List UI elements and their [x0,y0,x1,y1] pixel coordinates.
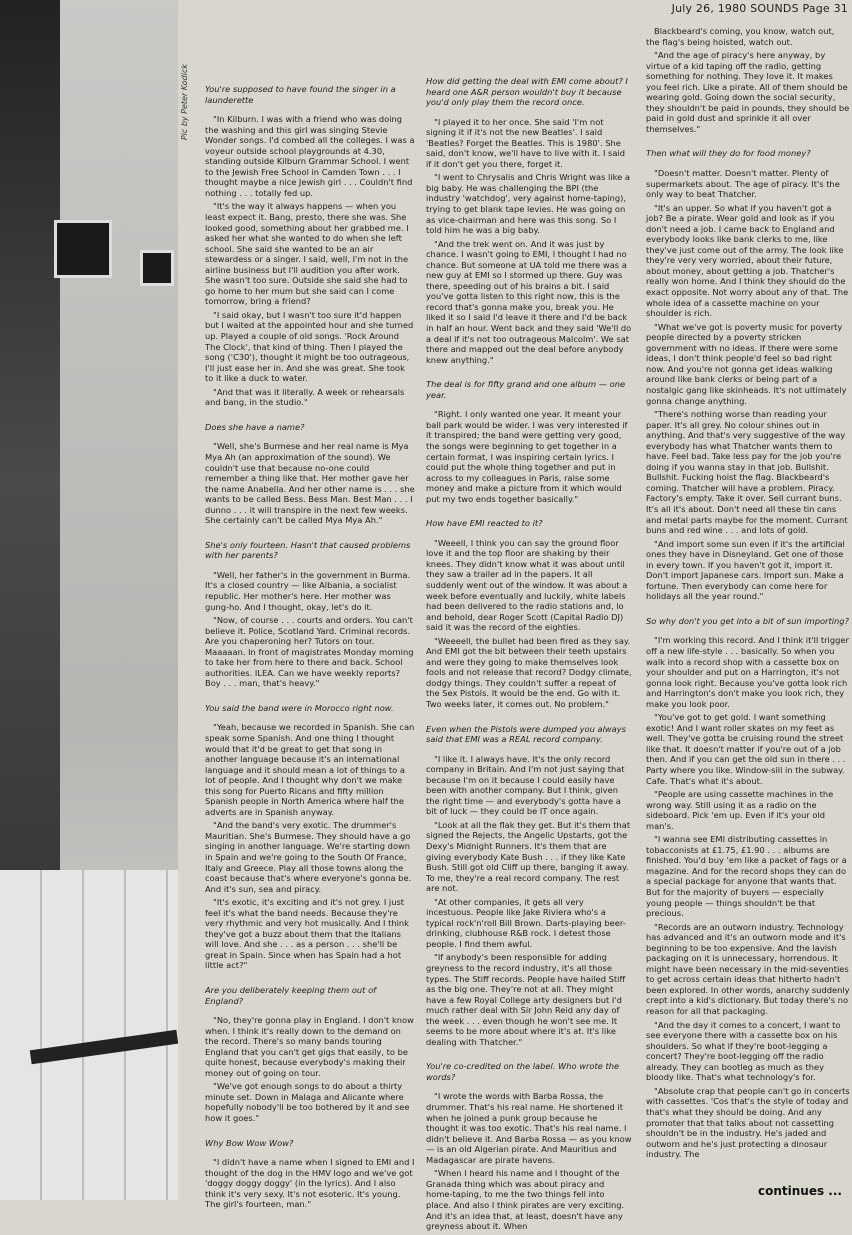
interview-question: Then what will they do for food money? [646,148,811,159]
interview-answer: "There's nothing worse than reading your paper. It's all grey. No colour shines out in anything. And that's very suggestive of the way everybody has what Thatcher wants them to have. Feel bad. Take less pay for the job you're doing if you wanna stay in that job. Bullshit. Bullshit. Fucking hoist the flag. Blackbeard's coming. Thatcher will have a problem. Piracy. Factory's empty. Take it over. Sell currant buns. It's all it's about. Don't need all these tin cans and metal parts maybe for the moment. Currant buns and red wine . . . and lots of gold. [646,409,848,536]
interview-answer: Blackbeard's coming, you know, watch out, the flag's being hoisted, watch out. [646,26,835,47]
interview-answer: "Weeell, I think you can say the ground floor love it and the top floor are shaking by their knees. They didn't know what it was about until they saw a trailer ad in the papers. It all suddenly went out of the window. It was about a week before eventually and luckily, white labels had been delivered to the radio stations and, lo and behold, dear Roger Scott (Capital Radio DJ) said it was the record of the eighties. [426,537,628,633]
interview-answer: "And import some sun even if it's the artificial ones they have in Disneyland. Get one of those in every town. If you haven't got it, import it. Don't import Japanese cars. Import sun. Make a fortune. Then everybody can come here for holidays all the year round." [646,538,845,602]
interview-answer: "And the band's very exotic. The drummer's Mauritian. She's Burmese. They should have a go singing in another language. We're starting down in Spain and we're going to the South Of France, Italy and Greece. Play all those towns along the coast because that's where everyone's gonna be. And it's sun, sea and piracy. [205,820,412,894]
interview-answer: "I went to Chrysalis and Chris Wright was like a big baby. He was challenging the BPI (the industry 'watchdog', very against home-taping), trying to get blank tape levies. He was going on as vice-chairman and here was this song. So I told him he was a big baby. [426,172,630,236]
interview-answer: "No, they're gonna play in England. I don't know when. I think it's really down to the demand on the record. There's so many bands touring England that you can't get gigs that easily, to be quite honest, because everybody's making their money out of going on tour. [205,1015,414,1078]
interview-answer: "At other companies, it gets all very incestuous. People like Jake Riviera who's a typical rock'n'roll Bill Brown. Darts-playing beer-drinking, clubhouse R&B rock. I detest those people. I find them awful. [426,896,626,949]
interview-question: The deal is for fifty grand and one album — one year. [426,379,626,400]
interview-question: Even when the Pistols were dumped you always said that EMI was a REAL record company. [426,723,626,745]
interview-answer: "Well, her father's in the government in Burma. It's a closed country — like Albania, a socialist republic. Her mother's here. Her mother was gung-ho. And I thought, okay, let's do it. [205,569,411,612]
interview-answer: "Well, she's Burmese and her real name is Mya Mya Ah (an approximation of the sound). We couldn't use that because no-one could remember a thing like that. Her mother gave her the name Anabella. And her other name is . . . she wants to be called Bess. Bess Man. Best Man . . . I dunno . . . it will transpire in the next few weeks. She certainly can't be called Mya Mya Ah." [205,441,415,526]
interview-question: Does she have a name? [205,421,305,432]
interview-answer: "It's exotic, it's exciting and it's not grey. I just feel it's what the band needs. Because they're very rhythmic and very hot musically. And I think they've got a buzz about them that the Italians will love. And she . . . as a person . . . she'll be great in Spain. Since when has Spain had a hot little act?" [205,897,409,971]
interview-question: You said the band were in Morocco right now. [205,702,394,713]
interview-answer: "I wrote the words with Barba Rossa, the drummer. That's his real name. He shortened it when he joined a punk group because he thought it was too exotic. That's his real name. I didn't believe it. And Barba Rossa — as you know — is an old Algerian pirate. And Mauritius and Madagascar are pirate havens. [426,1091,632,1165]
article-column-3 [646,26,850,1163]
interview-answer: "People are using cassette machines in the wrong way. Still using it as a radio on the sideboard. Pick 'em up. Even if it's your old man's. [646,789,834,831]
interview-answer: "Yeah, because we recorded in Spanish. She can speak some Spanish. And one thing I thought would that it'd be great to get that song in another language because it's an international language and it should mean a lot of things to a lot of people. And I thought why don't we make this song for Puerto Ricans and fifty million Spanish people in North America where half the adverts are in Spanish anyway. [205,722,415,817]
interview-answer: "If anybody's been responsible for adding greyness to the record industry, it's all those types. The Stiff records. People have hailed Stiff as the big one. They're not at all. They might have a few Royal College arty designers but I'd much rather deal with Sir John Reid any day of the week . . . even though he won't see me. It seems to be more about where it's at. It's like dealing with Thatcher." [426,952,626,1047]
interview-answer: "And the trek went on. And it was just by chance. I wasn't going to EMI, I thought I had no chance. But someone at UA told me there was a new guy at EMI so I stormed up there. Guy was there, speeding out of his brains a bit. I said you've gotta listen to this right now, this is the record that's gonna make you, break you. He liked it so I said I'd leave it there and I'd be back in half an hour. Went back and they said 'We'll do a deal if it's not too outrageous Malcolm'. We sat there and mapped out the deal before anybody knew anything." [426,238,632,365]
interview-question: Why Bow Wow Wow? [205,1137,294,1148]
interview-question: How did getting the deal with EMI come about? I heard one A&R person wouldn't buy it because you'd only play them the record once. [426,76,628,108]
interview-answer: "And that was it literally. A week or rehearsals and bang, in the studio." [205,386,405,408]
page-header: July 26, 1980 SOUNDS Page 31 [671,2,848,15]
interview-answer: "In Kilburn. I was with a friend who was doing the washing and this girl was singing Stevie Wonder songs. I'd combed all the colleges. I was a voyeur outside school playgrounds at 4.30, standing outside Kilburn Grammar School. I went to the Jewish Free School in Camden Town . . . I thought maybe a nice Jewish girl . . . Couldn't find nothing . . . totally fed up. [205,114,415,198]
interview-answer: "Weeeell, the bullet had been fired as they say. And EMI got the bit between their teeth upstairs and were they going to make themselves look fools and not release that record? Dodgy climate, dodgy things. They couldn't suffer a repeat of the Sex Pistols. It would be the end. Go with it. Two weeks later, it comes out. No problem." [426,635,632,709]
interview-answer: "I didn't have a name when I signed to EMI and I thought of the dog in the HMV logo and we've got 'doggy doggy doggy' (in the lyrics). And I also think it's very sexy. It's not esoteric. It's young. The girl's fourteen, man." [205,1157,415,1210]
interview-question: You're co-credited on the label. Who wrote the words? [426,1061,620,1082]
interview-answer: "I played it to her once. She said 'I'm not signing it if it's not the new Beatles'. I said 'Beatles? Forget the Beatles. This is 1980'. She said, don't know, we'll have to live with it. I said if it don't get you there, forget it. [426,116,626,169]
interview-answer: "Absolute crap that people can't go in concerts with cassettes. 'Cos that's the style of today and that's what they should be doing. And any promoter that that talks about not cassetting shouldn't be in the industry. He's jaded and outworn and he's just protecting a dinosaur industry. The [646,1085,850,1160]
interview-answer: "I wanna see EMI distributing cassettes in tobacconists at £1.75, £1.90 . . . albums are finished. You'd buy 'em like a packet of fags or a magazine. And for the record shops they can do a special package for anyone that wants that. But for the majority of buyers — especially young people — things shouldn't be that precious. [646,834,847,919]
interview-answer: "What we've got is poverty music for poverty people directed by a poverty stricken government with no ideas. If there were some ideas, I don't think people'd feel so bad right now. And you're not gonna get ideas walking around like bank clerks or being part of a nostalgic gang like skinheads. It's not ultimately gonna change anything. [646,321,847,406]
interview-answer: "Now, of course . . . courts and orders. You can't believe it. Police, Scotland Yard. Criminal records. Are you chaperoning her? Tutors on tour. Maaaaan. In front of magistrates Monday morning to take her from here to there and back. School authorities. ILEA. Can we have weekly reports? Boy . . . man, that's heavy." [205,615,414,689]
interview-answer: "You've got to get gold. I want something exotic! And I want roller skates on my feet as well. They've gotta be cruising round the street like that. It doesn't matter if you're out of a job then. And if you can get the old sun in there . . . Party where you like. Window-sill in the subway. Cafe. That's what it's about. [646,712,846,786]
interview-answer: "Records are an outworn industry. Technology has advanced and it's an outworn mode and it's beginning to be too expensive. And the lavish packaging on it is unnecessary, horrendous. It might have been necessary in the mid-seventies to get across certain ideas that hitherto hadn't been explored. In other words, anarchy suddenly crept into a kid's dictionary. But today there's no reason for all that packaging. [646,921,850,1017]
interview-answer: "And the age of piracy's here anyway, by virtue of a kid taping off the radio, getting something for nothing. They love it. It makes you feel rich. Like a pirate. All of them should be wearing gold. Going down the social security, they shouldn't be paid in pounds, they should be paid in gold dust and sprinkle it all over themselves." [646,50,850,134]
interview-answer: "Doesn't matter. Doesn't matter. Plenty of supermarkets about. The age of piracy. It's the only way to beat Thatcher. [646,168,840,200]
interview-answer: "And the day it comes to a concert, I want to see everyone there with a cassette box on his shoulders. So what if they're boot-legging a concert? They're boot-legging off the radio already. They can bootleg as much as they bloody like. That's what technology's for. [646,1019,841,1083]
interview-answer: "I like it. I always have. It's the only record company in Britain. And I'm not just saying that because I'm on it because I could easily have been with another company. But I think, given the right time — and everybody's gotta have a bit of luck — they could be IT once again. [426,753,625,817]
interview-answer: "Look at all the flak they get. But it's them that signed the Rejects, the Angelic Upstarts, got the Dexy's Midnight Runners. It's them that are giving everybody Kate Bush . . . if they like Kate Bush. Still got old Cliff up there, banging it away. To me, they're a real record company. The rest are not. [426,819,631,894]
interview-question: She's only fourteen. Hasn't that caused problems with her parents? [205,539,411,561]
interview-answer: "When I heard his name and I thought of the Granada thing which was about piracy and home-taping, to me the two things fell into place. And also I think pirates are very exciting. And it's an idea that, at least, doesn't have any greyness about it. When [426,1168,625,1232]
photo-credit: Pic by Peter Kodick [180,64,189,141]
interview-question: So why don't you get into a bit of sun importing? [646,615,849,626]
interview-question: Are you deliberately keeping them out of England? [205,985,377,1006]
interview-question: How have EMI reacted to it? [426,518,543,529]
photo-left [0,0,178,1200]
interview-question: You're supposed to have found the singer in a launderette [205,84,396,105]
article-column-1 [205,84,415,1213]
article-column-2 [426,76,632,1235]
interview-answer: "Right. I only wanted one year. It meant your ball park would be wider. I was very interested if it transpired; the band were getting very good, the songs were beginning to get together in a certain format, I was inspiring certain lyrics. I could put the whole thing together and put in across to my colleagues in Paris, raise some money and make a picture from it which would put my two ends together basically." [426,409,628,504]
interview-answer: "It's the way it always happens — when you least expect it. Bang, presto, there she was. She looked good, something about her grabbed me. I asked her what she wanted to do when she left school. She said she wanted to be an air stewardess or a singer. I said, well, I'm not in the airline business but I'll audition you after work. She wasn't too sure. Outside she said she had to go home to her mum but she said can I come tomorrow, bring a friend? [205,201,409,307]
interview-answer: "We've got enough songs to do about a thirty minute set. Down in Malaga and Alicante where hopefully nobody'll be too bothered by it and see how it goes." [205,1081,410,1124]
interview-answer: "I said okay, but I wasn't too sure it'd happen but I waited at the appointed hour and she turned up. Played a couple of old songs. 'Rock Around The Clock', that kind of thing. Then I played the song ('C30'), thought it might be too outrageous, I'll just ease her in. And she was great. She took to it like a duck to water. [205,309,414,384]
interview-answer: "It's an upper. So what if you haven't got a job? Be a pirate. Wear gold and look as if you don't need a job. I came back to England and everybody looks like bank clerks to me, like they've just come out of the army. The look like they're very very worried, about their future, about money, about getting a job. Thatcher's really won home. And I think they should do the exact opposite. Not worry about any of that. The whole idea of a cassette machine on your shoulder is rich. [646,202,849,319]
continues-label: continues ... [758,1184,842,1198]
interview-answer: "I'm working this record. And I think it'll trigger off a new life-style . . . basically. So when you walk into a record shop with a cassette box on your shoulder and put on a Harrington, it's not gonna look right. Because you've gotta look rich and Harrington's don't make you look rich, they make you look poor. [646,635,849,709]
